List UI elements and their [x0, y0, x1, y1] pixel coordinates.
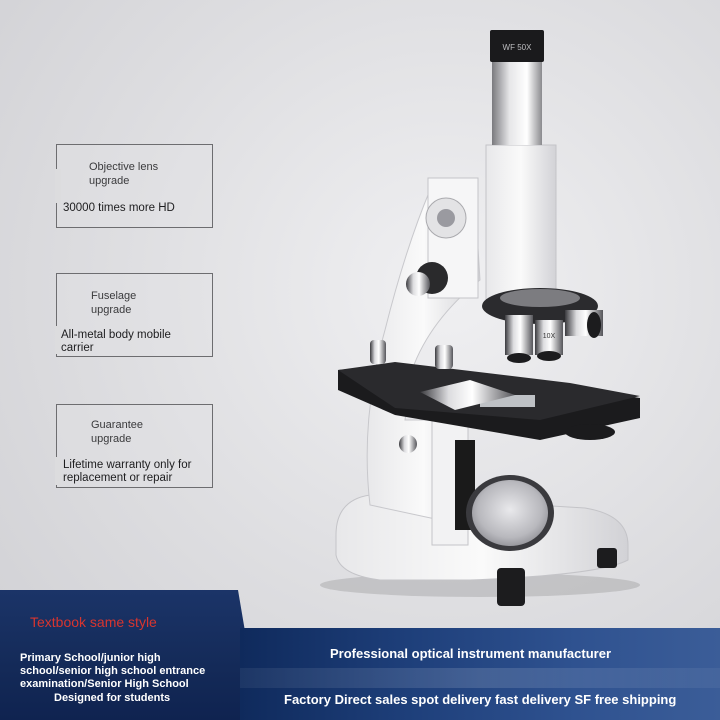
card-title-line: Fuselage: [91, 290, 137, 302]
promo-left-line: Primary School/junior high: [20, 652, 161, 664]
banner-stripe: [240, 668, 720, 688]
stage-clip-knob: [370, 340, 386, 364]
card-title-line: upgrade: [89, 175, 130, 187]
promo-left-line: examination/Senior High School: [20, 678, 189, 690]
promo-left-line: Designed for students: [54, 692, 171, 704]
objective-tip: [537, 351, 561, 361]
eyepiece: [492, 60, 542, 145]
card-desc-line: 30000 times more HD: [63, 202, 175, 214]
objective-tip: [587, 312, 601, 338]
base-foot: [497, 568, 525, 606]
mirror: [472, 480, 548, 546]
condenser: [565, 424, 615, 440]
card-title-line: Objective lens: [89, 161, 159, 173]
promo-subline: Factory Direct sales spot delivery fast delivery SF free shipping: [284, 692, 677, 707]
card-desc-line: Lifetime warranty only for: [63, 459, 192, 471]
card-desc-line: replacement or repair: [63, 472, 173, 484]
fine-focus-knob: [399, 435, 417, 453]
card-title-line: Guarantee: [91, 419, 143, 431]
objective-lens: [505, 315, 533, 355]
card-title-line: upgrade: [91, 433, 132, 445]
nosepiece-top: [500, 289, 580, 307]
coarse-focus-cap: [406, 272, 430, 296]
eyepiece-label: WF 50X: [502, 43, 532, 52]
head-knob-center: [437, 209, 455, 227]
promo-left-line: school/senior high school entrance: [20, 665, 206, 677]
card-desc-line: All-metal body mobile: [61, 329, 171, 341]
promo-headline: Professional optical instrument manufacturer: [330, 646, 612, 661]
card-desc-line: carrier: [61, 342, 94, 354]
card-title-line: upgrade: [91, 304, 132, 316]
stage-clip-knob: [435, 345, 453, 369]
body-tube: [486, 145, 556, 305]
base-foot: [597, 548, 617, 568]
objective-label: 10X: [542, 333, 556, 340]
promo-red-title: Textbook same style: [30, 614, 157, 630]
objective-tip: [507, 353, 531, 363]
